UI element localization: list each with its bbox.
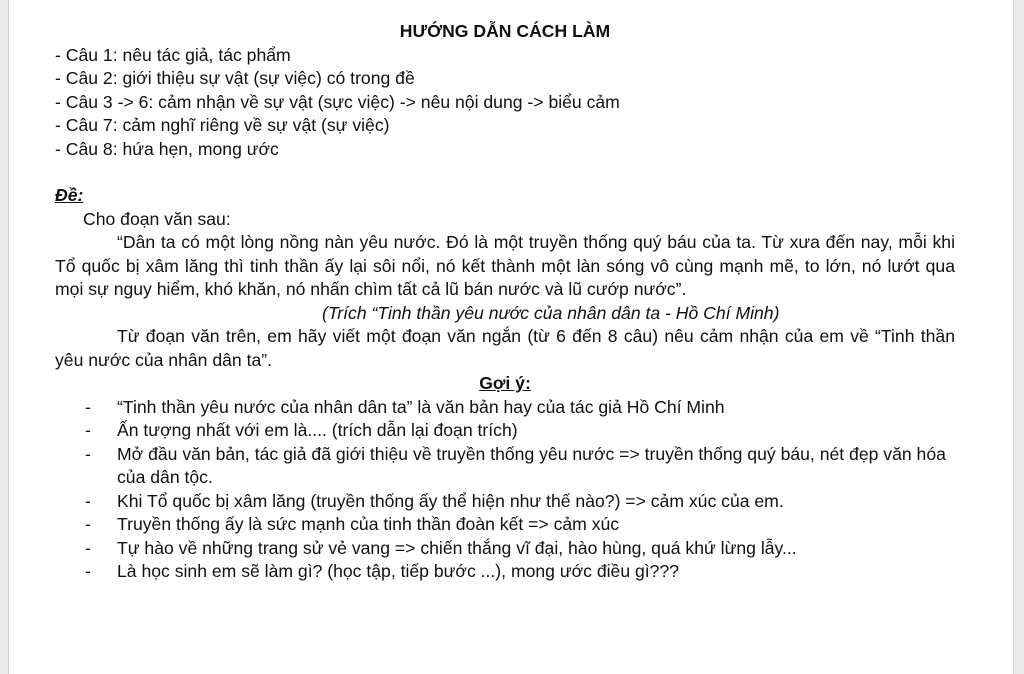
exercise-task: Từ đoạn văn trên, em hãy viết một đoạn văn ngắn (từ 6 đến 8 câu) nêu cảm nhận của em về “Tinh thần yêu nước của nhân dân ta”.: [55, 326, 955, 370]
exercise-quote: “Dân ta có một lòng nồng nàn yêu nước. Đó là một truyền thống quý báu của ta. Từ xưa đến nay, mỗi khi Tổ quốc bị xâm lăng thì tinh thần ấy lại sôi nổi, nó kết thành một làn sóng vô cùng mạnh mẽ, to lớn, nó lướt qua mọi sự nguy hiểm, khó khăn, nó nhấn chìm tất cả lũ bán nước và lũ cướp nước”.: [55, 232, 955, 299]
hint-item: - Truyền thống ấy là sức mạnh của tinh thần đoàn kết => cảm xúc: [55, 513, 955, 537]
document-heading: HƯỚNG DẪN CÁCH LÀM: [399, 21, 611, 41]
guide-line: - Câu 1: nêu tác giả, tác phẩm: [55, 44, 291, 65]
guide-line: - Câu 8: hứa hẹn, mong ước: [55, 138, 279, 159]
spacer: [55, 161, 955, 184]
hint-item: - Khi Tổ quốc bị xâm lăng (truyền thống ấy thể hiện như thế nào?) => cảm xúc của em.: [55, 490, 955, 514]
guide-line: - Câu 2: giới thiệu sự vật (sự việc) có trong đề: [55, 68, 415, 88]
exercise-intro: Cho đoạn văn sau:: [83, 208, 231, 229]
guide-line: - Câu 3 -> 6: cảm nhận về sự vật (sực việc) -> nêu nội dung -> biểu cảm: [55, 91, 620, 112]
hint-item: - “Tinh thần yêu nước của nhân dân ta” là văn bản hay của tác giả Hồ Chí Minh: [55, 396, 955, 420]
exercise-citation: (Trích “Tinh thần yêu nước của nhân dân ta - Hồ Chí Minh): [322, 302, 780, 323]
hints-list: [55, 396, 955, 584]
exercise-label: Đề:: [55, 185, 84, 205]
hint-item: - Là học sinh em sẽ làm gì? (học tập, tiếp bước ...), mong ước điều gì???: [55, 560, 955, 584]
hint-item: - Mở đầu văn bản, tác giả đã giới thiệu về truyền thống yêu nước => truyền thống quý báu, nét đẹp văn hóa của dân tộc.: [55, 443, 955, 490]
document-content: [55, 20, 955, 584]
hint-item: - Tự hào về những trang sử vẻ vang => chiến thắng vĩ đại, hào hùng, quá khứ lừng lẫy...: [55, 537, 955, 561]
guide-line: - Câu 7: cảm nghĩ riêng về sự vật (sự việc): [55, 115, 390, 135]
document-page: [8, 0, 1014, 674]
guide-list: [55, 44, 955, 162]
hints-label: Gợi ý:: [479, 373, 531, 393]
hint-item: - Ấn tượng nhất với em là.... (trích dẫn lại đoạn trích): [55, 419, 955, 443]
